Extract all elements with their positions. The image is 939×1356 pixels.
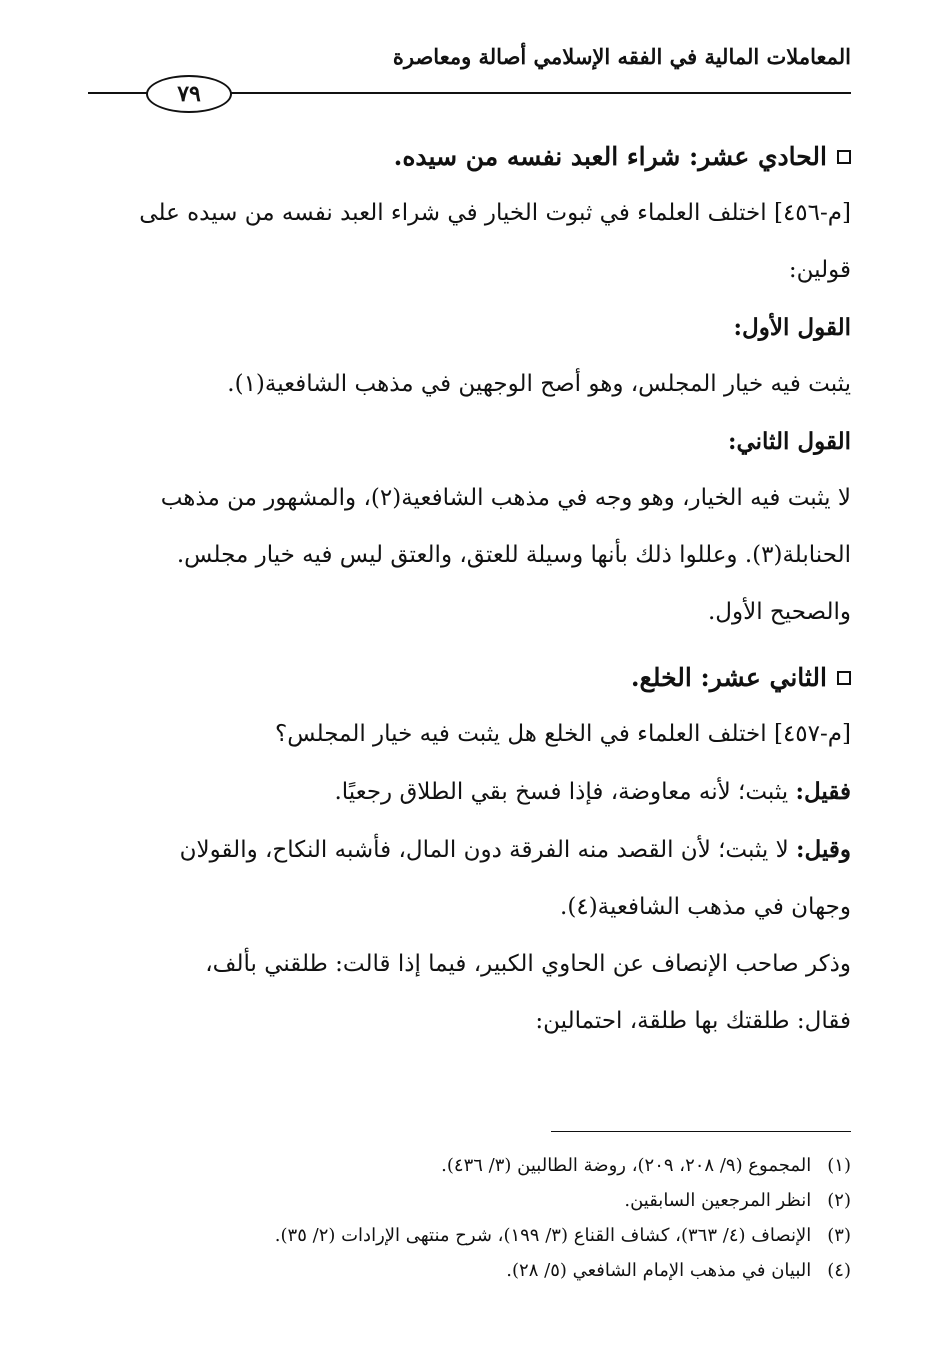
paragraph-line [88, 821, 851, 879]
paragraph-line: فقال: طلقتك بها طلقة، احتمالين: [535, 1008, 851, 1034]
section-heading-11 [88, 128, 851, 185]
square-bullet-icon [837, 671, 851, 685]
footnote-text: الإنصاف (٤/ ٣٦٣)، كشاف القناع (٣/ ١٩٩)، شرح منتهى الإرادات (٢/ ٣٥). [274, 1225, 812, 1246]
footnotes [88, 1148, 851, 1288]
footnote-number: (٤) [827, 1260, 851, 1281]
section-heading-12-text: الثاني عشر: الخلع. [630, 663, 827, 692]
square-bullet-icon [837, 150, 851, 164]
opinion-lead: فقيل: [795, 778, 851, 805]
paragraph-line: وجهان في مذهب الشافعية(٤). [560, 894, 851, 920]
paragraph-line: قولين: [788, 257, 851, 283]
section-heading-12 [88, 649, 851, 706]
main-text [88, 128, 851, 1050]
footnote-text: البيان في مذهب الإمام الشافعي (٥/ ٢٨). [506, 1260, 812, 1281]
footnote [88, 1253, 851, 1288]
section-heading-11-text: الحادي عشر: شراء العبد نفسه من سيده. [393, 142, 827, 171]
opinion-text: لا يثبت؛ لأن القصد منه الفرقة دون المال، فأشبه النكاح، والقولان [179, 837, 789, 863]
paragraph-line: [م-٤٥٦] اختلف العلماء في ثبوت الخيار في شراء العبد نفسه من سيده على [139, 200, 851, 226]
footnote-number: (١) [827, 1155, 851, 1176]
paragraph-line: والصحيح الأول. [707, 599, 851, 625]
footnote [88, 1148, 851, 1183]
paragraph-line: لا يثبت فيه الخيار، وهو وجه في مذهب الشافعية(٢)، والمشهور من مذهب [160, 485, 851, 511]
paragraph-line: [م-٤٥٧] اختلف العلماء في الخلع هل يثبت فيه خيار المجلس؟ [275, 721, 851, 747]
footnote-number: (٣) [827, 1225, 851, 1246]
footnote [88, 1218, 851, 1253]
opinion-label: القول الأول: [733, 314, 851, 341]
page-number: ٧٩ [177, 81, 201, 107]
footnote-number: (٢) [827, 1190, 851, 1211]
paragraph-line [88, 763, 851, 821]
paragraph-line: الحنابلة(٣). وعللوا ذلك بأنها وسيلة للعتق، والعتق ليس فيه خيار مجلس. [176, 542, 851, 568]
footnote [88, 1183, 851, 1218]
opinion-lead: وقيل: [796, 836, 851, 863]
footnote-rule [551, 1131, 851, 1132]
footnote-text: المجموع (٩/ ٢٠٨، ٢٠٩)، روضة الطالبين (٣/ ٤٣٦). [441, 1155, 812, 1176]
paragraph-line: وذكر صاحب الإنصاف عن الحاوي الكبير، فيما إذا قالت: طلقني بألف، [205, 951, 851, 977]
page-number-oval [146, 75, 232, 113]
opinion-text: يثبت؛ لأنه معاوضة، فإذا فسخ بقي الطلاق رجعيًا. [334, 779, 789, 805]
running-title: المعاملات المالية في الفقه الإسلامي أصالة ومعاصرة [392, 44, 851, 69]
paragraph-line: يثبت فيه خيار المجلس، وهو أصح الوجهين في مذهب الشافعية(١). [227, 371, 851, 397]
footnote-text: انظر المرجعين السابقين. [624, 1190, 812, 1211]
opinion-label: القول الثاني: [727, 428, 851, 455]
